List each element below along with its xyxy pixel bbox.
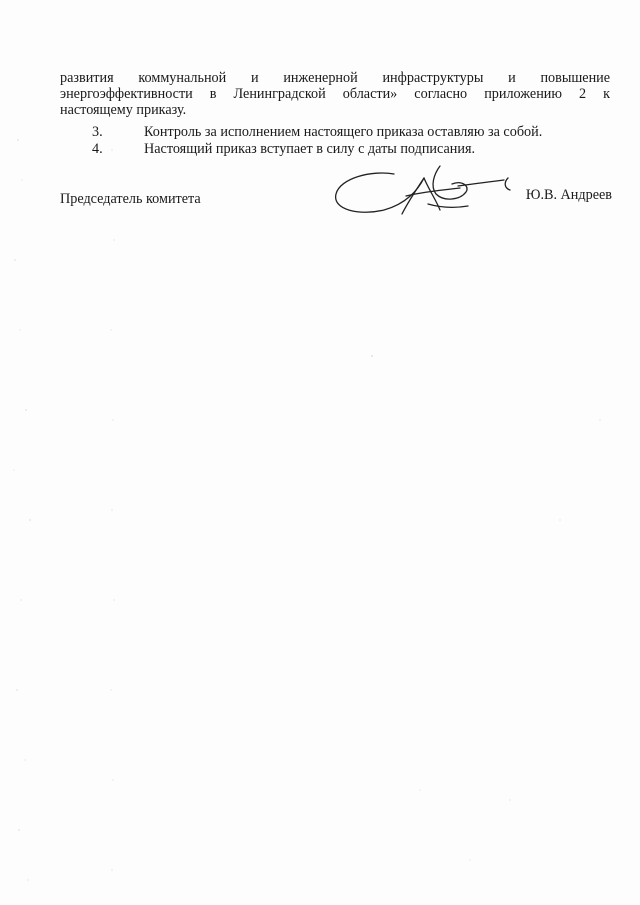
word: развития <box>60 70 114 86</box>
paragraph-continuation <box>60 70 610 118</box>
word: области» <box>342 86 398 102</box>
word: энергоэффективности <box>60 86 193 102</box>
word: инженерной <box>283 70 358 86</box>
list-item-text: Настоящий приказ вступает в силу с даты подписания. <box>144 141 476 157</box>
paragraph-line-2 <box>60 86 610 102</box>
paragraph-line-3: настоящему приказу. <box>60 102 187 118</box>
word: согласно <box>414 86 468 102</box>
word: и <box>251 70 259 86</box>
paragraph-line-1 <box>60 70 610 86</box>
signature-icon <box>332 160 522 222</box>
word: Ленинградской <box>233 86 326 102</box>
word: коммунальной <box>138 70 227 86</box>
word: 2 <box>579 86 587 102</box>
word: инфраструктуры <box>382 70 484 86</box>
list-item-text: Контроль за исполнением настоящего приказа оставляю за собой. <box>144 124 543 140</box>
signatory-name: Ю.В. Андреев <box>525 187 612 203</box>
signatory-title: Председатель комитета <box>60 191 201 207</box>
word: в <box>209 86 217 102</box>
list-item-number: 4. <box>92 141 103 157</box>
word: приложению <box>484 86 562 102</box>
word: и <box>508 70 516 86</box>
list-item-number: 3. <box>92 124 103 140</box>
word: повышение <box>540 70 610 86</box>
word: к <box>603 86 610 102</box>
